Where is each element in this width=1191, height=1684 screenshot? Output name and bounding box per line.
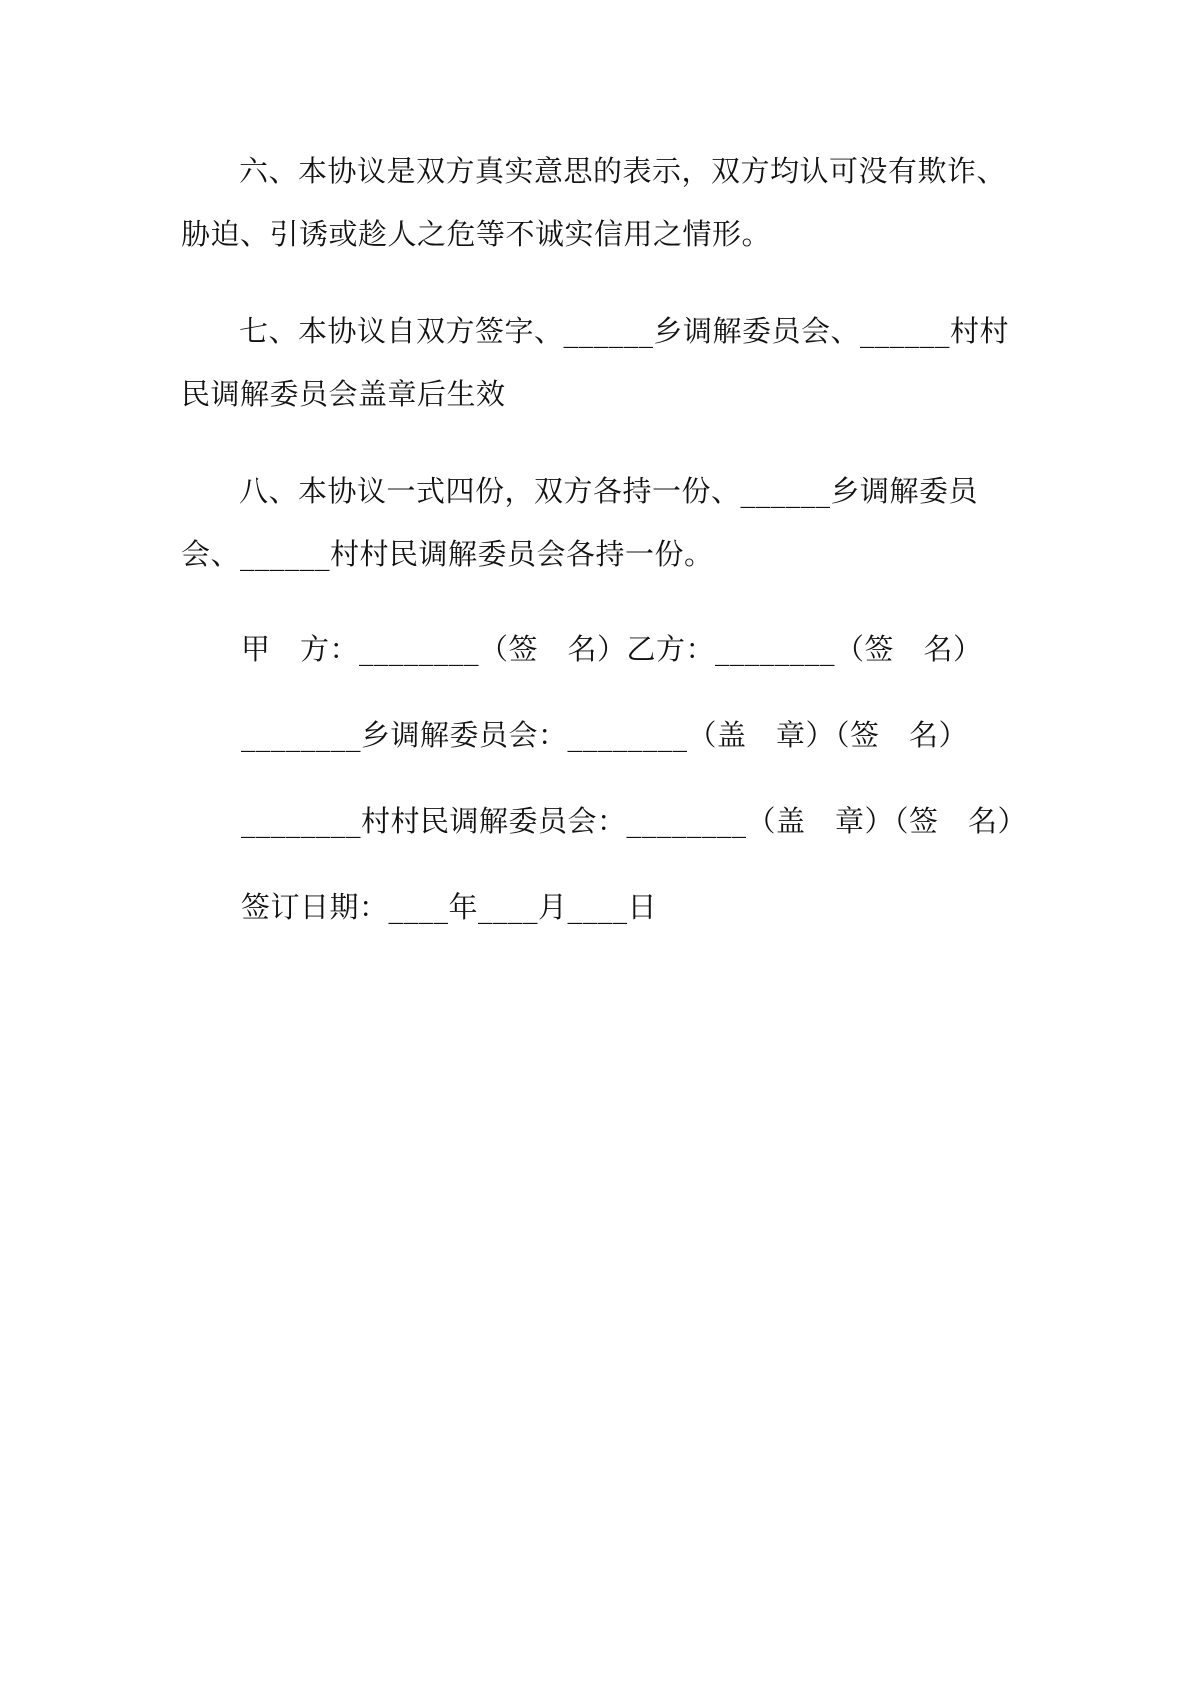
clause-seven: 七、本协议自双方签字、______乡调解委员会、______村村民调解委员会盖章后生效 [181,314,1010,411]
township-committee-signature-line: ________乡调解委员会：________（盖 章）（签 名） [241,718,969,752]
party-signature-line: 甲 方：________（签 名）乙方：________（签 名） [241,632,983,666]
document-body [181,140,1028,964]
clause-eight: 八、本协议一式四份，双方各持一份、______乡调解委员会、______村村民调解委员会各持一份。 [181,474,979,571]
village-committee-signature-line: ________村村民调解委员会：________（盖 章）（签 名） [241,804,1028,838]
clause-six: 六、本协议是双方真实意思的表示，双方均认可没有欺诈、胁迫、引诱或趁人之危等不诚实信用之情形。 [181,154,1007,251]
signing-date-line: 签订日期：____年____月____日 [241,890,658,924]
